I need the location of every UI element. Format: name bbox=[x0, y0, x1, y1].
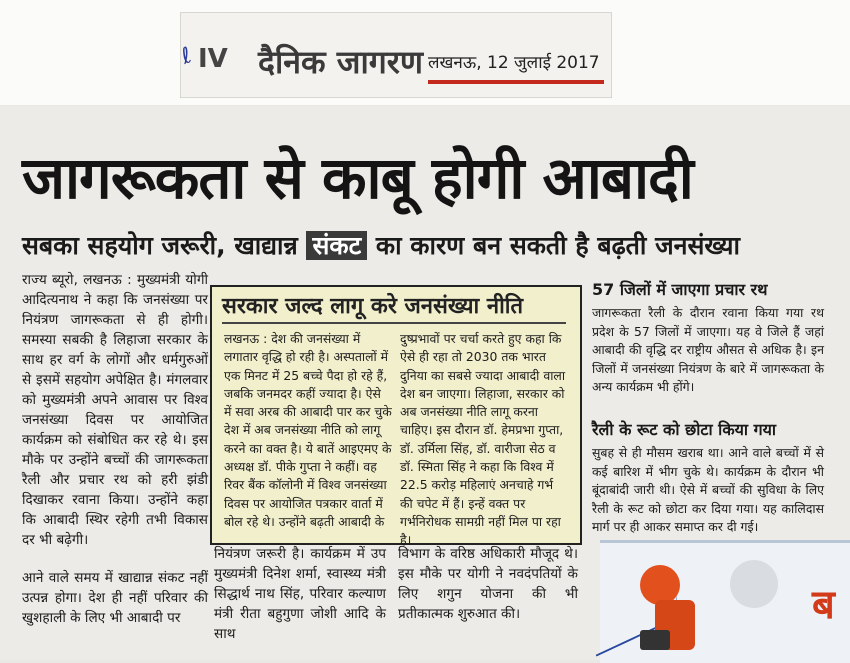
subhead-highlight: संकट bbox=[306, 231, 367, 260]
ad-globe-graphic bbox=[730, 560, 778, 608]
side-section-2 bbox=[592, 418, 824, 537]
ad-letter: ब bbox=[812, 582, 835, 628]
subhead-part-1: सबका सहयोग जरूरी, खाद्यान्न bbox=[22, 231, 298, 260]
article-lower-column-2: विभाग के वरिष्ठ अधिकारी मौजूद थे। इस मौके पर योगी ने नवदंपतियों के लिए शगुन योजना की भी प्रतीकात्मक शुरुआत की। bbox=[398, 546, 578, 622]
dateline: लखनऊ, 12 जुलाई 2017 bbox=[428, 53, 600, 73]
box-column-2: दुष्प्रभावों पर चर्चा करते हुए कहा कि ऐसे ही रहा तो 2030 तक भारत दुनिया का सबसे ज्यादा आबादी वाला देश बन जाएगा। लिहाजा, सरकार को अब जनसंख्या नीति लागू करना चाहिए। इस दौरान डॉ. हेमप्रभा गुप्ता, डॉ. उर्मिला सिंह, डॉ. वारीजा सेठ व डॉ. स्मिता सिंह ने कहा कि विश्व में 22.5 करोड़ महिलाएं अनचाहे गर्भ की चपेट में हैं। इन्हें वक्त पर गर्भनिरोधक सामग्री नहीं मिल पा रहा है। bbox=[400, 331, 566, 548]
box-title-rule bbox=[222, 322, 566, 324]
article-column-1: राज्य ब्यूरो, लखनऊ : मुख्यमंत्री योगी आदित्यनाथ ने कहा कि जनसंख्या पर नियंत्रण जागरूकता से ही होगी। समस्या सबकी है लिहाजा सरकार के साथ हर वर्ग के लोगों और धर्मगुरुओं से इसमें सहयोग अपेक्षित है। मंगलवार को मुख्यमंत्री अपने आवास पर विश्व जनसंख्या दिवस पर आयोजित कार्यक्रम को संबोधित कर रहे थे। इस मौके पर उन्होंने बच्चों की जागरूकता रैली और प्रचार रथ को हरी झंडी दिखाकर रवाना किया। उन्होंने कहा कि आबादी स्थिर रहेगी तभी विकास दर भी बढ़ेगी। bbox=[22, 272, 208, 548]
box-column-1: लखनऊ : देश की जनसंख्या में लगातार वृद्धि हो रही है। अस्पतालों में एक मिनट में 25 बच्चे पैदा हो रहे हैं, जबकि जनमदर कहीं ज्यादा है। ऐसे में सवा अरब की आबादी पार कर चुके देश में अब जनसंख्या नीति को लागू करने का वक्त है। ये बातें आइएमए के अध्यक्ष डॉ. पीके गुप्ता ने कहीं। वह रिवर बैंक कॉलोनी में विश्व जनसंख्या दिवस पर आयोजित पत्रकार वार्ता में बोल रहे थे। उन्होंने बढ़ती आबादी के bbox=[224, 331, 392, 529]
side-body-2: सुबह से ही मौसम खराब था। आने वाले बच्चों में से कई बारिश में भीग चुके थे। कार्यक्रम के दौरान भी बूंदाबांदी जारी थी। ऐसे में बच्चों की सुविधा के लिए रैली के रूट को छोटा कर दिया गया। यह कालिदास मार्ग पर ही आकर समाप्त कर दी गई। bbox=[592, 445, 824, 534]
article-column-1-continued: आने वाले समय में खाद्यान्न संकट नहीं उत्पन्न होगा। देश ही नहीं परिवार की खुशहाली के लिए भी आबादी पर bbox=[22, 570, 208, 626]
page-number: IV bbox=[198, 44, 228, 74]
box-title: सरकार जल्द लागू करे जनसंख्या नीति bbox=[222, 294, 524, 319]
side-heading-2: रैली के रूट को छोटा किया गया bbox=[592, 420, 777, 439]
subhead bbox=[22, 228, 740, 262]
article-lower-column-1: नियंत्रण जरूरी है। कार्यक्रम में उप मुख्यमंत्री दिनेश शर्मा, स्वास्थ्य मंत्री सिद्धार्थ नाथ सिंह, परिवार कल्याण मंत्री रीता बहुगुणा जोशी आदि के साथ bbox=[214, 546, 386, 642]
side-heading-1: 57 जिलों में जाएगा प्रचार रथ bbox=[592, 280, 768, 299]
headline: जागरूकता से काबू होगी आबादी bbox=[22, 144, 693, 212]
dateline-underline bbox=[428, 80, 604, 84]
side-section-1 bbox=[592, 278, 824, 397]
ad-briefcase-icon bbox=[640, 630, 670, 650]
newspaper-name: दैनिक जागरण bbox=[258, 43, 424, 81]
pen-mark-icon: ℓ bbox=[177, 43, 196, 70]
side-body-1: जागरूकता रैली के दौरान रवाना किया गया रथ प्रदेश के 57 जिलों में जाएगा। यह वे जिले हैं जहां आबादी की वृद्धि दर राष्ट्रीय औसत से अधिक है। इन जिलों में जनसंख्या नियंत्रण के बारे में जागरूकता के अन्य कार्यक्रम भी होंगे। bbox=[592, 305, 824, 394]
ad-figure-head bbox=[640, 565, 680, 605]
subhead-part-2: का कारण बन सकती है बढ़ती जनसंख्या bbox=[375, 231, 741, 260]
